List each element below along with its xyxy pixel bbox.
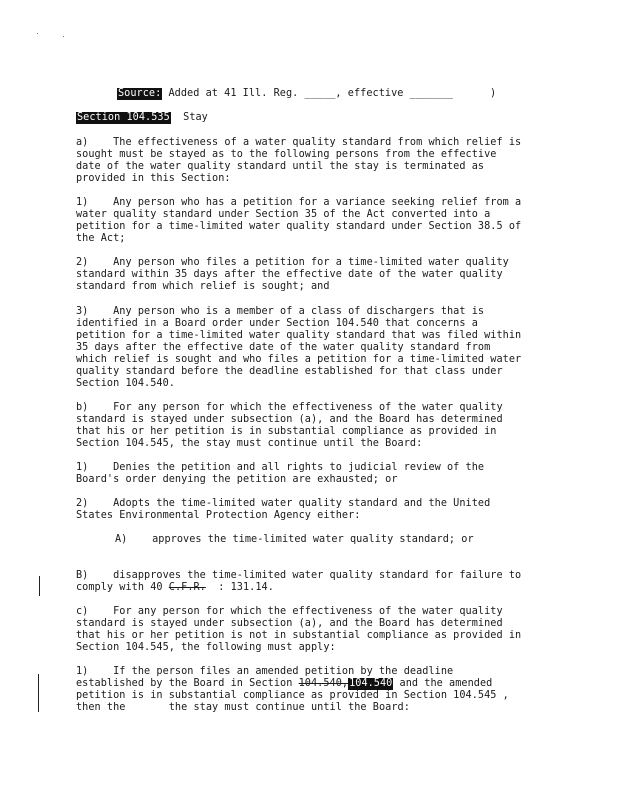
para-b2b-line-2 (76, 582, 274, 594)
para-a3-line-3: petition for a time-limited water quality standard that was filed within (76, 330, 522, 341)
para-b2b-line-1: B) disapproves the time-limited water quality standard for failure to (76, 570, 522, 581)
para-a-line-1: a) The effectiveness of a water quality standard from which relief is (76, 137, 522, 148)
para-c-line-3: that his or her petition is not in substantial compliance as provided in (76, 630, 522, 641)
para-a-line-3: date of the water quality standard until the stay is terminated as (76, 161, 485, 172)
scan-speck (63, 36, 64, 37)
para-a1-line-3: petition for a time-limited water quality standard under Section 38.5 of (76, 221, 522, 232)
para-b1-line-1: 1) Denies the petition and all rights to judicial review of the (76, 462, 485, 473)
para-a3-line-7: Section 104.540. (76, 378, 175, 389)
para-a-line-4: provided in this Section: (76, 173, 231, 184)
para-c1-line-2 (76, 678, 492, 690)
source-note (117, 88, 496, 100)
para-a2-line-1: 2) Any person who files a petition for a time-limited water quality (76, 257, 509, 268)
para-a-line-2: sought must be stayed as to the following persons from the effective (76, 149, 497, 160)
para-c-line-4: Section 104.545, the following must apply: (76, 642, 336, 653)
section-title: Stay (170, 112, 208, 123)
para-a1-line-4: the Act; (76, 233, 126, 244)
revision-change-bar (38, 674, 39, 712)
deleted-section-ref: 104.540, (298, 678, 349, 689)
para-b-line-3: that his or her petition is in substantial compliance as provided in (76, 426, 497, 437)
para-c-line-2: standard is stayed under subsection (a), and the Board has determined (76, 618, 503, 629)
source-marker: Source: (118, 88, 162, 99)
para-a1-line-2: water quality standard under Section 35 of the Act converted into a (76, 209, 491, 220)
para-a2-line-2: standard within 35 days after the effective date of the water quality (76, 269, 503, 280)
para-b-line-4: Section 104.545, the stay must continue until the Board: (76, 438, 423, 449)
para-a3-line-2: identified in a Board order under Section 104.540 that concerns a (76, 318, 478, 329)
para-c1-line-3: petition is in substantial compliance as provided in Section 104.545 , (76, 690, 509, 701)
para-a3-line-1: 3) Any person who is a member of a class of dischargers that is (76, 306, 485, 317)
para-a2-line-3: standard from which relief is sought; and (76, 281, 330, 292)
para-c1-line-1: 1) If the person files an amended petition by the deadline (76, 666, 454, 677)
para-c-line-1: c) For any person for which the effectiveness of the water quality (76, 606, 503, 617)
para-a1-line-1: 1) Any person who has a petition for a variance seeking relief from a (76, 197, 522, 208)
para-b2-line-1: 2) Adopts the time-limited water quality standard and the United (76, 498, 491, 509)
source-text: Added at 41 Ill. Reg. _____, effective _______ ) (162, 88, 497, 99)
para-b2-line-2: States Environmental Protection Agency either: (76, 510, 361, 521)
para-a3-line-5: which relief is sought and who files a petition for a time-limited water (76, 354, 522, 365)
para-b2a-line: A) approves the time-limited water quality standard; or (115, 534, 474, 545)
para-b-line-1: b) For any person for which the effectiveness of the water quality (76, 402, 503, 413)
deadline-prefix-text: established by the Board in Section (76, 678, 299, 689)
para-c1-line-4: then the the stay must continue until the Board: (76, 702, 410, 713)
para-a3-line-4: 35 days after the effective date of the water quality standard from (76, 342, 491, 353)
deleted-cfr-text: C.F.R. (168, 582, 206, 593)
cfr-suffix-text: : 131.14. (205, 582, 274, 593)
section-number-marker: Section 104.535 (77, 112, 170, 123)
para-b1-line-2: Board's order denying the petition are exhausted; or (76, 474, 398, 485)
para-b-line-2: standard is stayed under subsection (a), and the Board has determined (76, 414, 503, 425)
para-a3-line-6: quality standard before the deadline established for that class under (76, 366, 503, 377)
section-heading (76, 112, 208, 124)
cfr-prefix-text: comply with 40 (76, 582, 169, 593)
revision-change-bar (39, 576, 40, 596)
scan-speck (37, 33, 38, 34)
inserted-section-ref-marker: 104.540 (349, 678, 393, 689)
deadline-suffix-text: and the amended (393, 678, 493, 689)
